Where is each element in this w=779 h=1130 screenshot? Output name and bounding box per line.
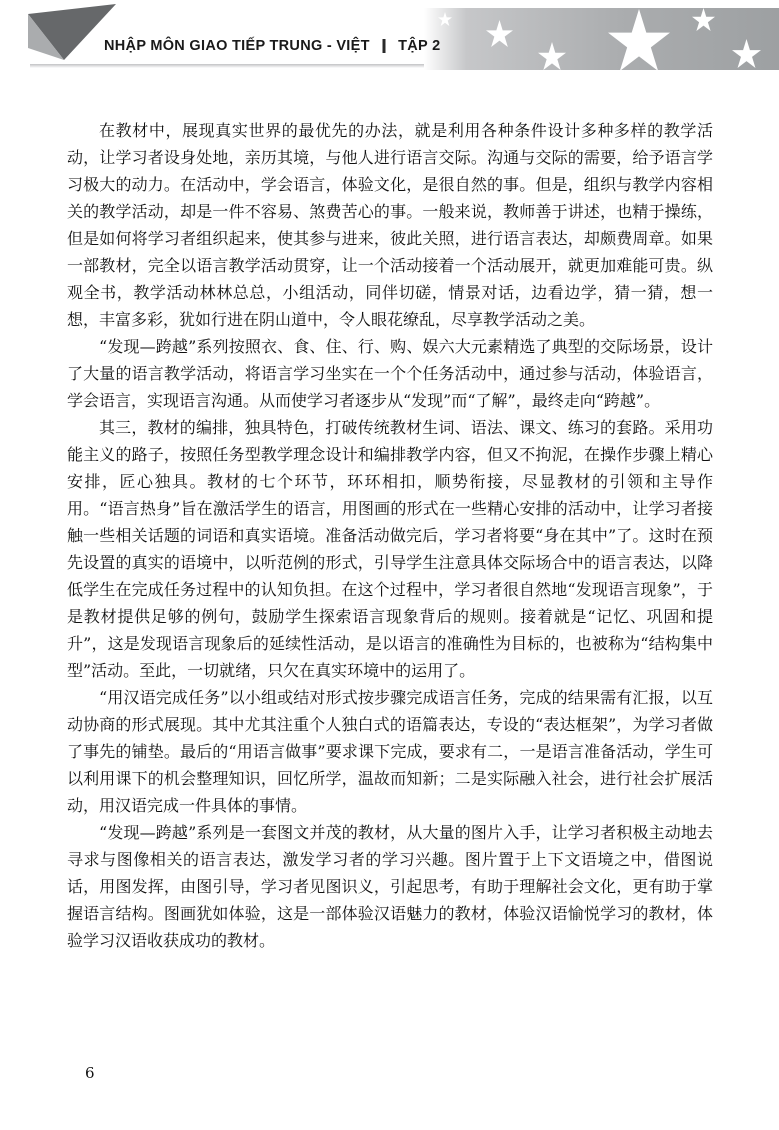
page-body <box>67 117 713 954</box>
star-icon <box>538 42 566 70</box>
star-icon <box>608 9 670 71</box>
paragraph-4: “用汉语完成任务”以小组或结对形式按步骤完成语言任务，完成的结果需有汇报，以互动协商的形式展现。其中尤其注重个人独白式的语篇表达，专设的“表达框架”，为学习者做了事先的铺垫。最后的“用语言做事”要求课下完成，要求有二，一是语言准备活动，学生可以利用课下的机会整理知识，回忆所学，温故而知新；二是实际融入社会，进行社会扩展活动，用汉语完成一件具体的事情。 <box>67 688 713 815</box>
star-banner <box>424 8 779 70</box>
star-icon <box>692 8 715 31</box>
corner-arrow-icon <box>26 4 122 68</box>
page-title <box>104 38 440 54</box>
paragraph-2: “发现—跨越”系列按照衣、食、住、行、购、娱六大元素精选了典型的交际场景，设计了大量的语言教学活动，将语言学习坐实在一个个任务活动中，通过参与活动，体验语言，学会语言，实现语言沟通。从而使学习者逐步从“发现”而“了解”，最终走向“跨越”。 <box>67 337 713 410</box>
star-icon <box>732 39 761 68</box>
paragraph-1: 在教材中，展现真实世界的最优先的办法，就是利用各种条件设计多种多样的教学活动，让学习者设身处地，亲历其境，与他人进行语言交际。沟通与交际的需要，给予语言学习极大的动力。在活动中，学会语言，体验文化，是很自然的事。但是，组织与教学内容相关的教学活动，却是一件不容易、煞费苦心的事。一般来说，教师善于讲述，也精于操练，但是如何将学习者组织起来，使其参与进来，彼此关照，进行语言表达，却颇费周章。如果一部教材，完全以语言教学活动贯穿，让一个活动接着一个活动展开，就更加难能可贵。纵观全书，教学活动林林总总，小组活动，同伴切磋，情景对话，边看边学，猜一猜，想一想，丰富多彩，犹如行进在阴山道中，令人眼花缭乱，尽享教学活动之美。 <box>67 121 713 329</box>
page-number: 6 <box>85 1064 95 1082</box>
series-title: NHẬP MÔN GIAO TIẾP TRUNG - VIỆT <box>104 38 370 54</box>
star-icon <box>486 20 513 47</box>
page-header <box>0 0 779 82</box>
header-underline <box>30 64 426 68</box>
paragraph-5: “发现—跨越”系列是一套图文并茂的教材，从大量的图片入手，让学习者积极主动地去寻求与图像相关的语言表达，激发学习者的学习兴趣。图片置于上下文语境之中，借图说话，用图发挥，由图引导，学习者见图识义，引起思考，有助于理解社会文化，更有助于掌握语言结构。图画犹如体验，这是一部体验汉语魅力的教材，体验汉语愉悦学习的教材，体验学习汉语收获成功的教材。 <box>67 823 713 950</box>
paragraph-3: 其三，教材的编排，独具特色，打破传统教材生词、语法、课文、练习的套路。采用功能主义的路子，按照任务型教学理念设计和编排教学内容，但又不拘泥，在操作步骤上精心安排，匠心独具。教材的七个环节，环环相扣，顺势衔接，尽显教材的引领和主导作用。“语言热身”旨在激活学生的语言，用图画的形式在一些精心安排的活动中，让学习者接触一些相关话题的词语和真实语境。准备活动做完后，学习者将要“身在其中”了。这时在预先设置的真实的语境中，以听范例的形式，引导学生注意具体交际场合中的语言表达，以降低学生在完成任务过程中的认知负担。在这个过程中，学习者很自然地“发现语言现象”，于是教材提供足够的例句，鼓励学生探索语言现象背后的规则。接着就是“记忆、巩固和提升”，这是发现语言现象后的延续性活动，是以语言的准确性为目标的，也被称为“结构集中型”活动。至此，一切就绪，只欠在真实环境中的运用了。 <box>67 418 713 680</box>
star-icon <box>438 12 452 26</box>
volume-label: TẬP 2 <box>398 38 441 54</box>
title-separator: | <box>380 38 388 54</box>
